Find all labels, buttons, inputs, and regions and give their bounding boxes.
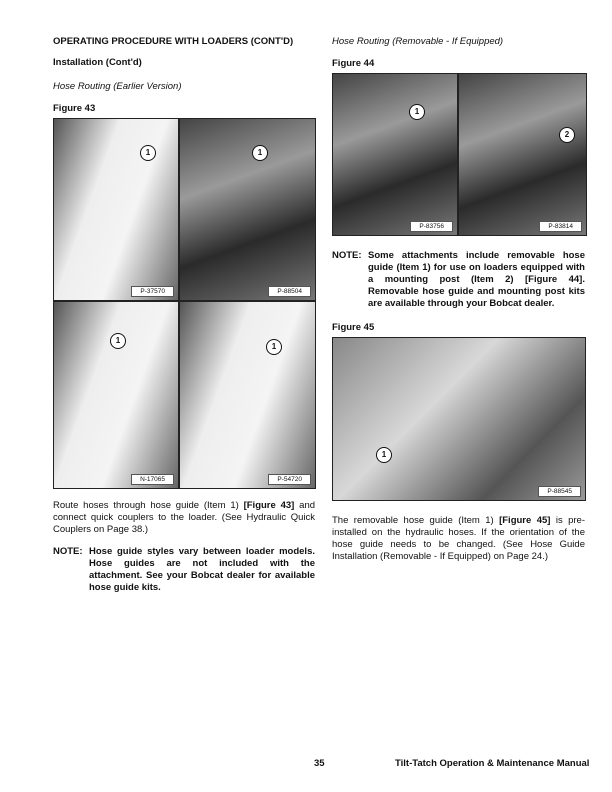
photo [53, 118, 179, 301]
page-number: 35 [314, 758, 325, 769]
figure-44-label: Figure 44 [332, 58, 375, 69]
figure-45-label: Figure 45 [332, 322, 375, 333]
photo [179, 118, 316, 301]
left-paragraph [53, 500, 315, 536]
left-subheading: Hose Routing (Earlier Version) [53, 81, 182, 92]
callout-marker: 2 [559, 127, 575, 143]
photo [332, 337, 586, 501]
note-text: Some attachments include removable hose guide (Item 1) for use on loaders equipped with a mounting post (Item 2) [Figure 44]. Removable hose guide and mounting post kits are available through your Bobcat dealer. [368, 250, 585, 309]
note-label: NOTE: [332, 250, 362, 261]
text: and connect quick couplers to the loader. (See Hydraulic Quick Couplers on Page 38.) [53, 500, 316, 535]
photo [53, 301, 179, 489]
note-label: NOTE: [53, 546, 83, 557]
text: is pre-installed on the hydraulic hoses. If the orientation of the hose guide needs to be changed. (See Hose Guide Installation (Removable - If Equipped) on Page 24.) [332, 515, 585, 562]
figure-reference: [Figure 45] [499, 515, 551, 526]
photo [332, 73, 458, 236]
note-text: Hose guide styles vary between loader models. Hose guides are not included with the attachment. See your Bobcat dealer for available hose guide kits. [89, 546, 315, 593]
text: Route hoses through hose guide (Item 1) [53, 500, 244, 511]
callout-marker: 1 [409, 104, 425, 120]
photo-code: P-88504 [268, 286, 311, 297]
figure-43-label: Figure 43 [53, 103, 96, 114]
photo-code: P-88545 [538, 486, 581, 497]
section-title: OPERATING PROCEDURE WITH LOADERS (CONT'D) [53, 36, 294, 47]
figure-reference: [Figure 43] [243, 500, 295, 511]
right-subheading: Hose Routing (Removable - If Equipped) [332, 36, 504, 47]
text: The removable hose guide (Item 1) [332, 515, 500, 526]
photo [458, 73, 587, 236]
subsection-title: Installation (Cont'd) [53, 57, 142, 68]
callout-marker: 1 [376, 447, 392, 463]
right-paragraph [332, 515, 585, 563]
right-note [332, 250, 585, 310]
photo-code: P-37570 [131, 286, 174, 297]
photo-code: P-83756 [410, 221, 453, 232]
manual-title: Tilt-Tatch Operation & Maintenance Manual [395, 758, 590, 769]
photo [179, 301, 316, 489]
callout-marker: 1 [252, 145, 268, 161]
callout-marker: 1 [140, 145, 156, 161]
photo-code: P-54720 [268, 474, 311, 485]
callout-marker: 1 [266, 339, 282, 355]
photo-code: P-83814 [539, 221, 582, 232]
left-note [53, 546, 315, 594]
callout-marker: 1 [110, 333, 126, 349]
photo-code: N-17065 [131, 474, 174, 485]
